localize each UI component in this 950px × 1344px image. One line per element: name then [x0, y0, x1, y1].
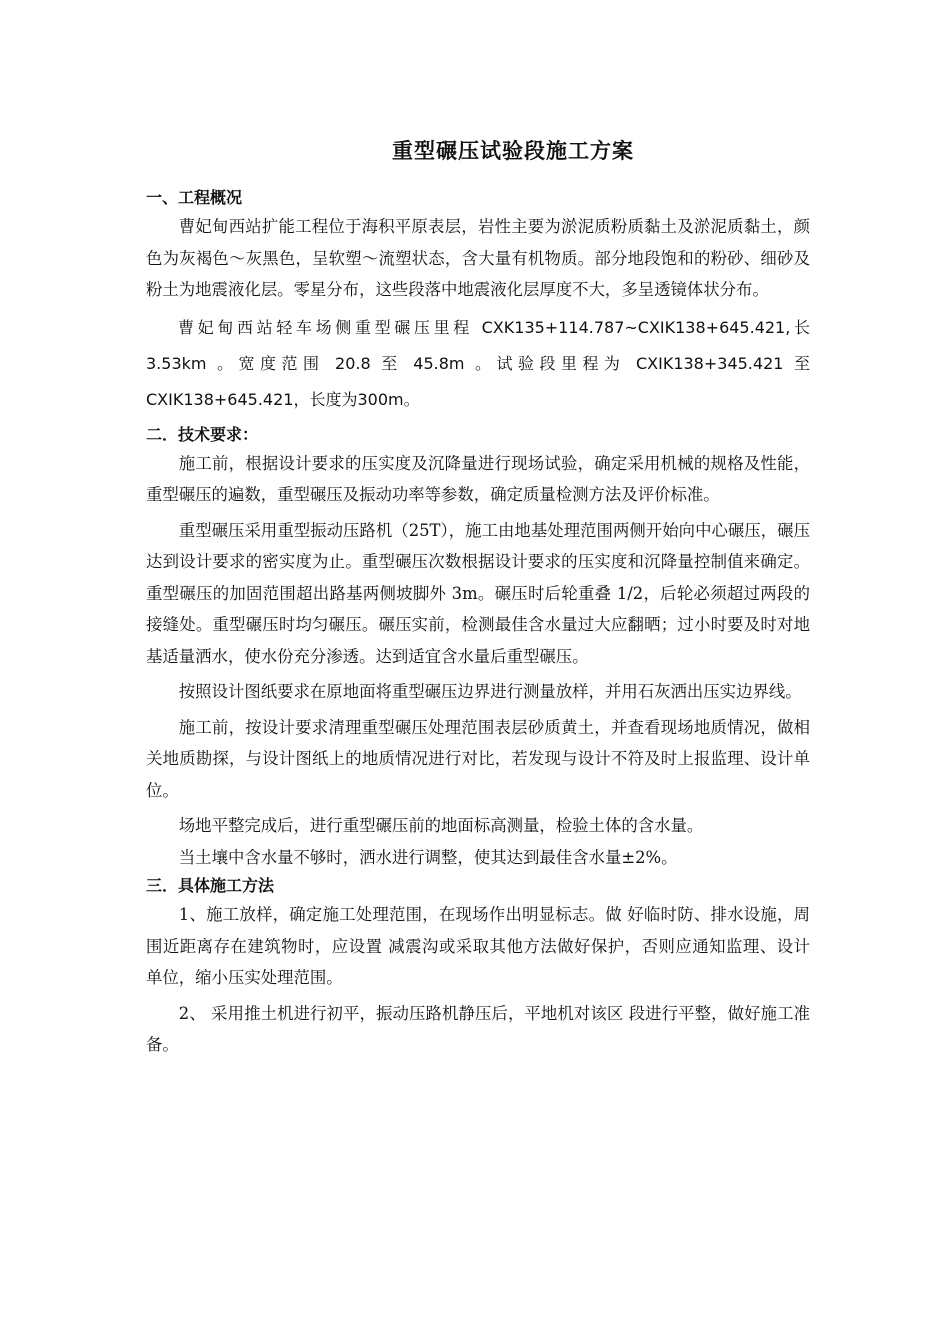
document-body [146, 135, 810, 1061]
overview-paragraph-geology: 曹妃甸西站扩能工程位于海积平原表层，岩性主要为淤泥质粉质黏土及淤泥质黏土，颜色为灰褐色～灰黑色，呈软塑～流塑状态，含大量有机物质。部分地段饱和的粉砂、细砂及粉土为地震液化层。零星分布，这些段落中地震液化层厚度不大，多呈透镜体状分布。 [146, 217, 810, 299]
tech-paragraph-staking: 按照设计图纸要求在原地面将重型碾压边界进行测量放样，并用石灰洒出压实边界线。 [178, 682, 802, 701]
section-heading-construction-method: 三．具体施工方法 [146, 876, 275, 895]
section-heading-tech-requirements: 二．技术要求： [146, 424, 259, 444]
tech-paragraph-leveling: 场地平整完成后，进行重型碾压前的地面标高测量，检验土体的含水量。 [178, 816, 704, 835]
method-paragraph-staking: 1、施工放样，确定施工处理范围，在现场作出明显标志。做 好临时防、排水设施，周围近距离存在建筑物时，应设置 减震沟或采取其他方法做好保护，否则应通知监理、设计 单位，缩小压实处理范围。 [146, 905, 810, 987]
tech-paragraph-moisture: 当土壤中含水量不够时，洒水进行调整，使其达到最佳含水量±2%。 [178, 847, 678, 867]
method-paragraph-grading: 2、 采用推土机进行初平，振动压路机静压后，平地机对该区 段进行平整，做好施工准备。 [146, 1003, 810, 1054]
tech-paragraph-rolling: 重型碾压采用重型振动压路机（25T），施工由地基处理范围两侧开始向中心碾压，碾压达到设计要求的密实度为止。重型碾压次数根据设计要求的压实度和沉降量控制值来确定。重型碾压的加固范围超出路基两侧坡脚外 3m。碾压时后轮重叠 1/2，后轮必须超过两段的接缝处。重型碾压时均匀碾压。碾压实前，检测最佳含水量过大应翻晒；过小时要及时对地基适量洒水，使水份充分渗透。达到适宜含水量后重型碾压。 [146, 520, 810, 666]
document-title: 重型碾压试验段施工方案 [392, 138, 634, 163]
section-heading-overview: 一、工程概况 [146, 188, 243, 207]
tech-paragraph-trial: 施工前，根据设计要求的压实度及沉降量进行现场试验，确定采用机械的规格及性能，重型碾压的遍数，重型碾压及振动功率等参数，确定质量检测方法及评价标准。 [146, 453, 810, 504]
tech-paragraph-clearing: 施工前，按设计要求清理重型碾压处理范围表层砂质黄土，并查看现场地质情况，做相关地质勘探，与设计图纸上的地质情况进行对比，若发现与设计不符及时上报监理、设计单位。 [146, 717, 810, 800]
overview-paragraph-mileage: 曹妃甸西站轻车场侧重型碾压里程 CXK135+114.787~CXIK138+645.421,长 3.53km 。宽度范围 20.8 至 45.8m 。试验段里程为 CXIK138+345.421 至 CXIK138+645.421，长度为300m。 [146, 317, 810, 409]
